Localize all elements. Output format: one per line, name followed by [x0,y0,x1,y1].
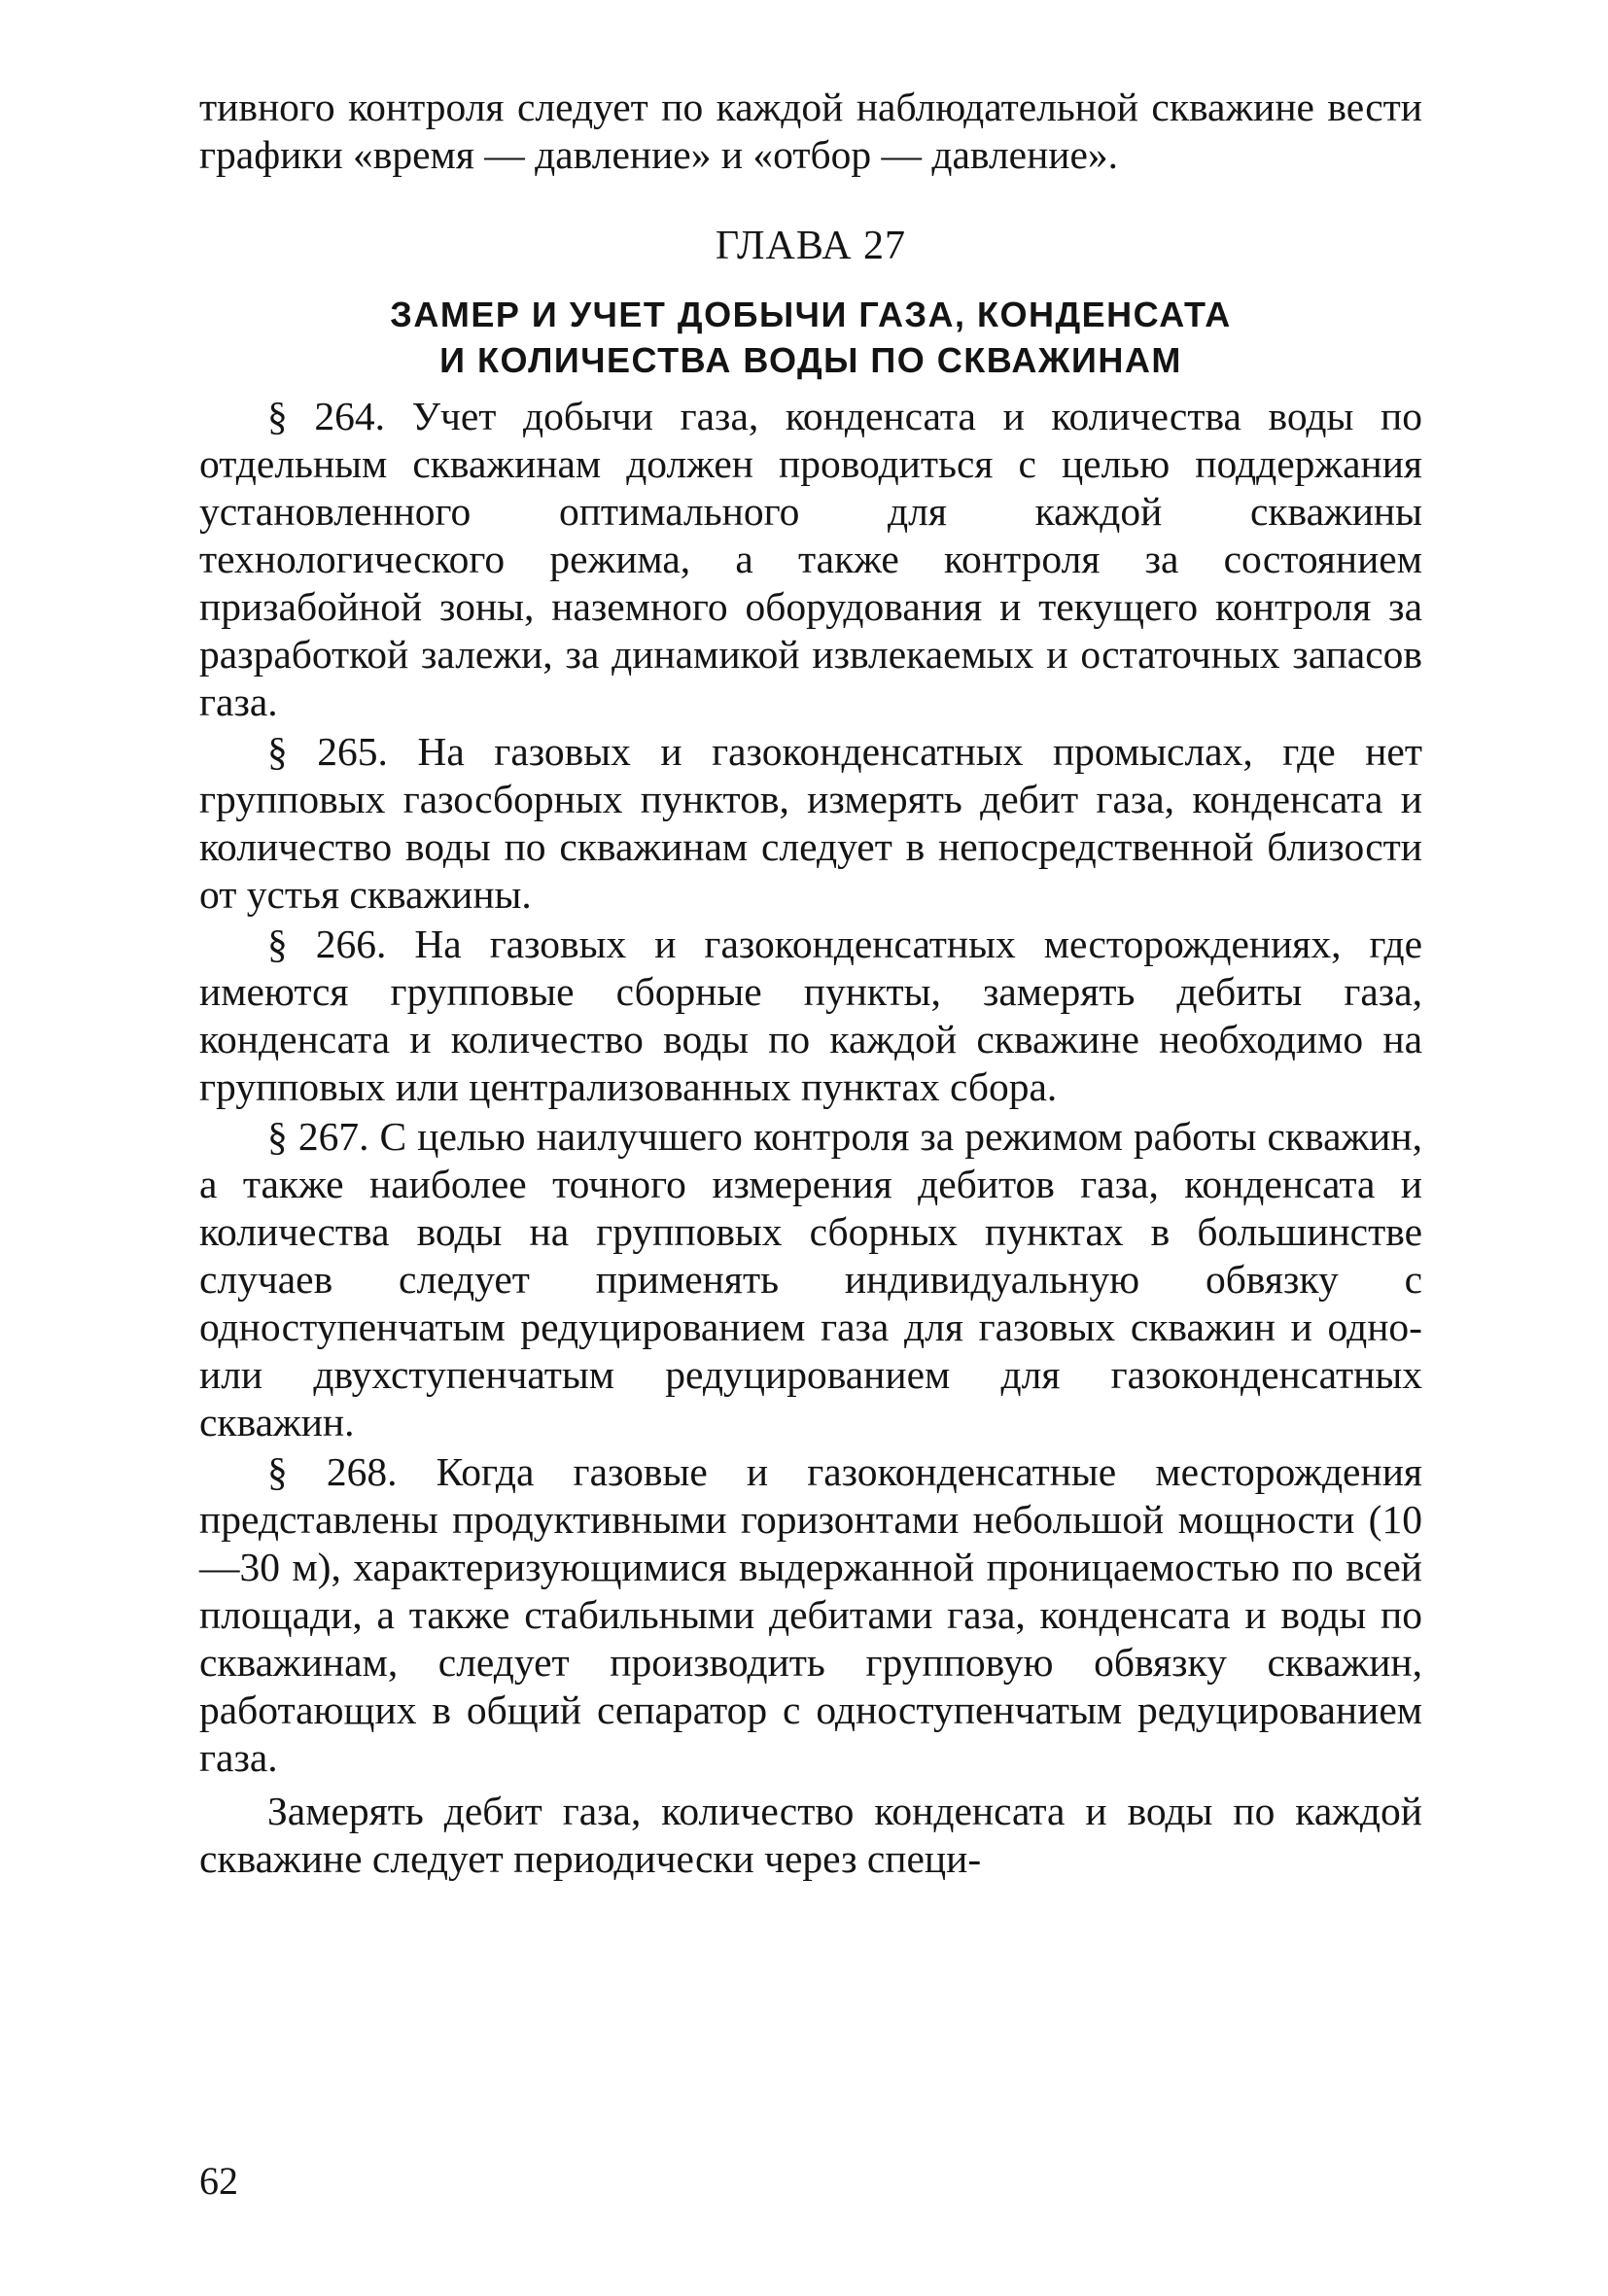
paragraph-264: § 264. Учет добычи газа, конденсата и количества воды по отдельным скважинам должен проводиться с целью поддержания установленного оптимального для каждой скважины технологического режима, а также контроля за состоянием призабойной зоны, наземного оборудования и текущего контроля за разработкой залежи, за динамикой извлекаемых и остаточных запасов газа. [199,394,1422,724]
chapter-title [199,292,1422,383]
intro-paragraph: тивного контроля следует по каждой наблюдательной скважине вести графики «время — давление» и «отбор — давление». [199,85,1422,177]
paragraph-268: § 268. Когда газовые и газоконденсатные месторождения представлены продуктивными горизонтами небольшой мощности (10—30 м), характеризующимися выдержанной проницаемостью по всей площади, а также стабильными дебитами газа, конденсата и воды по скважинам, следует производить групповую обвязку скважин, работающих в общий сепаратор с одноступенчатым редуцированием газа. [199,1449,1422,1780]
paragraph-267: § 267. С целью наилучшего контроля за режимом работы скважин, а также наиболее точного измерения дебитов газа, конденсата и количества воды на групповых сборных пунктах в большинстве случаев следует применять индивидуальную обвязку с одноступенчатым редуцированием газа для газовых скважин и одно- или двухступенчатым редуцированием для газоконденсатных скважин. [199,1114,1422,1444]
chapter-title-line-2: И КОЛИЧЕСТВА ВОДЫ ПО СКВАЖИНАМ [439,340,1182,380]
document-page [199,84,1422,1883]
paragraph-final: Замерять дебит газа, количество конденсата и воды по каждой скважине следует периодически через специ- [199,1789,1422,1881]
paragraph-265: § 265. На газовых и газоконденсатных промыслах, где нет групповых газосборных пунктов, измерять дебит газа, конденсата и количество воды по скважинам следует в непосредственной близости от устья скважины. [199,729,1422,917]
paragraph-266: § 266. На газовых и газоконденсатных месторождениях, где имеются групповые сборные пункты, замерять дебиты газа, конденсата и количество воды по каждой скважине необходимо на групповых или централизованных пунктах сбора. [199,922,1422,1109]
page-number: 62 [199,2159,238,2203]
chapter-title-line-1: ЗАМЕР И УЧЕТ ДОБЫЧИ ГАЗА, КОНДЕНСАТА [390,295,1232,334]
chapter-label: ГЛАВА 27 [715,224,907,268]
